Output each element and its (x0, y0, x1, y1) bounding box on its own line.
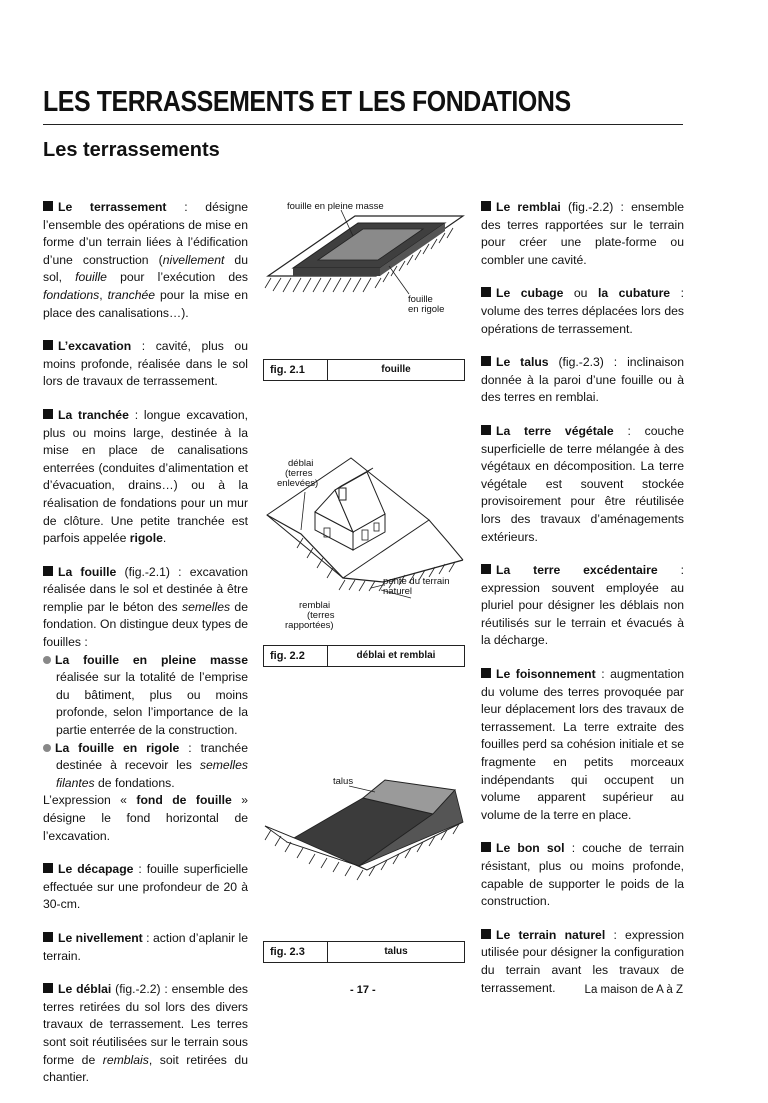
label-pente-2: naturel (383, 586, 413, 597)
round-bullet-icon (43, 744, 51, 752)
def-fouille: La fouille (fig.-2.1) : excavation réalisée dans le sol et destinée à être remplie par le béton des semelles de fondation. On distingue deux types de fouilles : (43, 564, 248, 650)
def-cubage: Le cubage ou la cubature : volume des terres déplacées lors des opérations de terrassement. (481, 286, 684, 336)
label-deblai-2: (terres (285, 468, 313, 479)
caption-fig-2-1 (263, 359, 465, 381)
title-rule (43, 124, 683, 125)
square-bullet-icon (481, 287, 491, 297)
square-bullet-icon (481, 842, 491, 852)
def-nivellement: Le nivellement : action d’aplanir le terrain. (43, 930, 248, 963)
fouille-drawing (263, 196, 465, 352)
def-remblai: Le remblai (fig.-2.2) : ensemble des terres rapportées sur le terrain pour créer une plate-forme ou combler une cavité. (481, 200, 684, 267)
square-bullet-icon (481, 668, 491, 678)
figure-2-3 (263, 770, 465, 935)
def-fond-de-fouille: L’expression « fond de fouille » désigne le fond horizontal de l’excavation. (43, 793, 248, 843)
page-title: LES TERRASSEMENTS ET LES FONDATIONS (43, 86, 571, 118)
label-deblai-1: déblai (288, 458, 314, 469)
caption-number: fig. 2.1 (264, 360, 328, 380)
def-foisonnement: Le foisonnement : augmentation du volume des terres provoquée par leur déplacement lors des travaux de terrassement. La terre extraite des fouilles perd sa cohésion initiale et se fragmente en petits morceaux indépendants qui occupent un volume apparent supérieur au volume de la terre en place. (481, 667, 684, 822)
caption-fig-2-3 (263, 941, 465, 963)
def-fouille-rigole: La fouille en rigole : tranchée destinée à recevoir les semelles filantes de fondations. (43, 740, 248, 793)
label-talus: talus (333, 776, 354, 787)
label-remblai-3: rapportées) (285, 620, 334, 631)
square-bullet-icon (43, 566, 53, 576)
right-column (481, 199, 684, 1013)
page-number: - 17 - (350, 984, 376, 996)
figure-2-1 (263, 196, 465, 352)
square-bullet-icon (43, 409, 53, 419)
def-excavation: L’excavation : cavité, plus ou moins profonde, réalisée dans le sol lors de travaux de terrassement. (43, 339, 248, 389)
label-deblai-3: enlevées) (277, 478, 319, 489)
def-talus: Le talus (fig.-2.3) : inclinaison donnée à la paroi d’une fouille ou à des terres en remblai. (481, 355, 684, 405)
square-bullet-icon (481, 929, 491, 939)
label-remblai-1: remblai (299, 600, 331, 611)
square-bullet-icon (481, 201, 491, 211)
left-column (43, 199, 248, 1103)
caption-number: fig. 2.2 (264, 646, 328, 666)
caption-label: fouille (381, 364, 411, 375)
def-terrassement: Le terrassement : désigne l’ensemble des opérations de mise en forme d’un terrain liées à l’édification d’une construction (nivellement du sol, fouille pour l’exécution des fondations, tranchée pour la mise en place des canalisations…). (43, 200, 248, 320)
round-bullet-icon (43, 656, 51, 664)
caption-number: fig. 2.3 (264, 942, 328, 962)
footer-book-title: La maison de A à Z (584, 984, 683, 996)
talus-drawing (263, 770, 465, 935)
term: Le terrassement (58, 200, 167, 214)
def-tranchee: La tranchée : longue excavation, plus ou moins large, destinée à la mise en place de canalisations enterrées (conduites d’alimentation et d’évacuation, drains…) ou à la réalisation de fondations pour un mur de clôture. Une petite tranchée est parfois appelée rigole. (43, 407, 248, 546)
caption-label: talus (384, 946, 408, 957)
figure-2-2 (263, 450, 465, 640)
label-remblai-2: (terres (307, 610, 335, 621)
label-fouille-rigole-1: fouille (408, 294, 433, 305)
square-bullet-icon (43, 863, 53, 873)
def-terre-vegetale: La terre végétale : couche superficielle de terre mélangée à des végétaux en décomposition. La terre végétale est souvent stockée provisoirement pour être réutilisée lors des travaux d’aménagements extérieurs. (481, 423, 684, 544)
caption-fig-2-2 (263, 645, 465, 667)
def-decapage: Le décapage : fouille superficielle effectuée sur une profondeur de 20 à 30-cm. (43, 862, 248, 912)
label-fouille-masse: fouille en pleine masse (287, 201, 384, 212)
square-bullet-icon (43, 340, 53, 350)
square-bullet-icon (43, 201, 53, 211)
def-deblai: Le déblai (fig.-2.2) : ensemble des terres retirées du sol lors des divers travaux de terrassement. Les terres sont soit réutilisées sur le terrain sous forme de remblais, soit retirées du chantier. (43, 982, 249, 1085)
square-bullet-icon (43, 932, 53, 942)
def-terre-excedentaire: La terre excédentaire : expression souvent employée au pluriel pour désigner les déblais non réutilisés sur le terrain et évacués à la décharge. (481, 563, 684, 648)
square-bullet-icon (481, 356, 491, 366)
def-bon-sol: Le bon sol : couche de terrain résistant, plus ou moins profonde, capable de supporter le poids de la construction. (481, 841, 684, 909)
def-fouille-masse: La fouille en pleine masse réalisée sur la totalité de l’emprise du bâtiment, plus ou moins profonde, selon l’importance de la partie enterrée de la construction. (43, 652, 248, 740)
label-pente-1: pente du terrain (383, 576, 450, 587)
label-fouille-rigole-2: en rigole (408, 304, 445, 315)
square-bullet-icon (481, 425, 491, 435)
square-bullet-icon (43, 983, 53, 993)
caption-label: déblai et remblai (356, 650, 436, 661)
def-terrain-naturel: Le terrain naturel : expression utilisée pour désigner la configuration du terrain avant les travaux de terrassement. (481, 927, 684, 995)
deblai-remblai-drawing (263, 450, 465, 640)
section-title: Les terrassements (43, 139, 220, 161)
square-bullet-icon (481, 564, 491, 574)
